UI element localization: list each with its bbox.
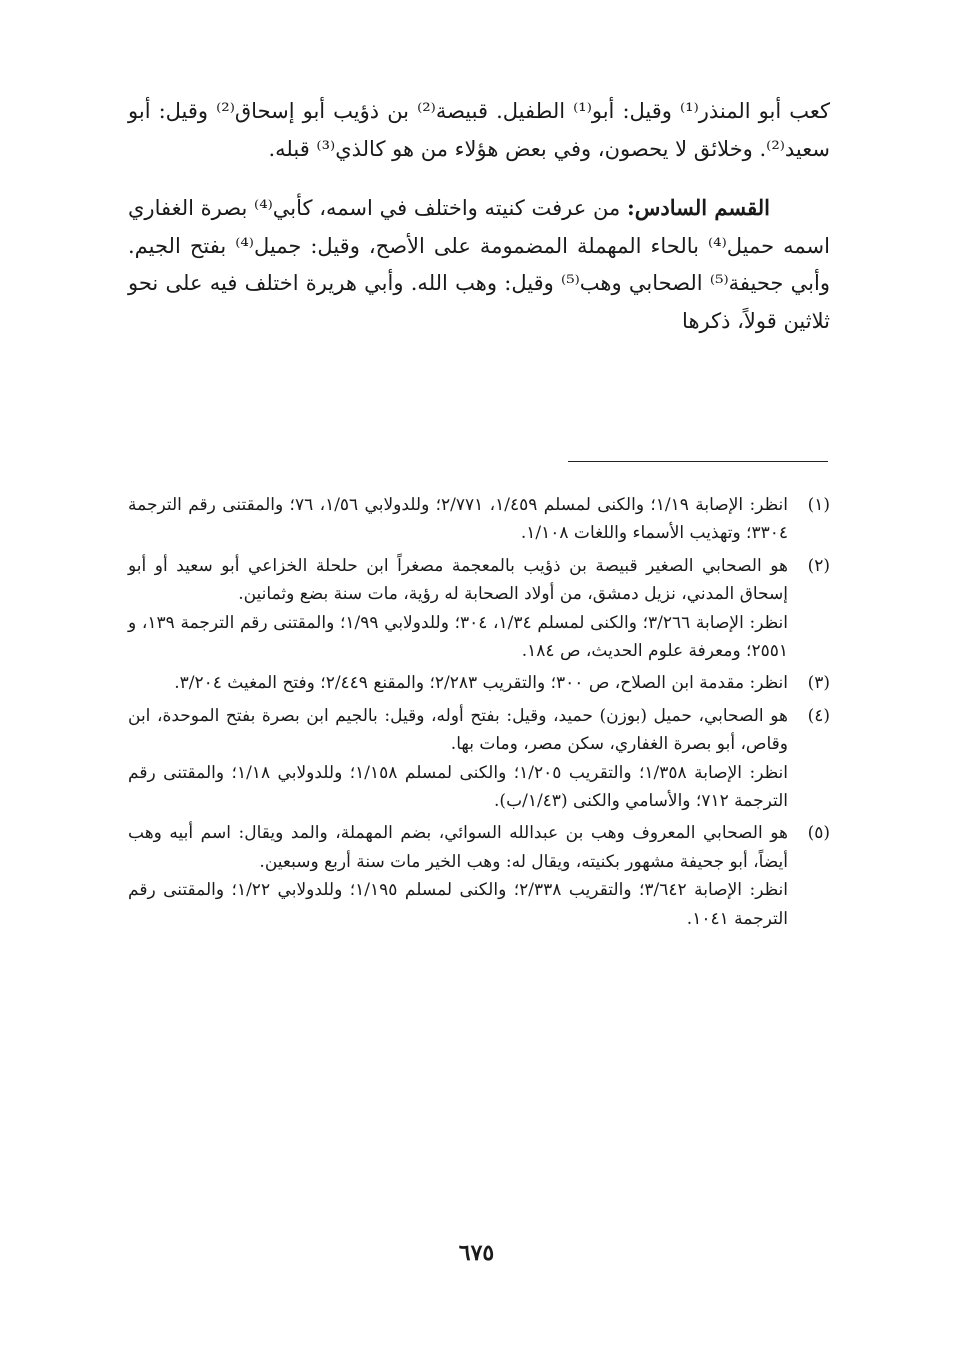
paragraph-2 <box>128 189 830 340</box>
main-text <box>128 93 830 340</box>
footnote-text: انظر: الإصابة ٣/٢٦٦؛ والكنى لمسلم ١/٣٤، ٣٠٤؛ وللدولابي ١/٩٩؛ والمقتنى رقم الترجمة ١٣٩، و ٢٥٥١؛ ومعرفة علوم الحديث، ص ١٨٤. <box>128 612 788 662</box>
footnote-3 <box>128 669 830 697</box>
footnote-text: هو الصحابي المعروف وهب بن عبدالله السوائي، بضم المهملة، والمد ويقال: اسم أبيه وهب أيضاً، أبو جحيفة مشهور بكنيته، ويقال له: وهب الخير مات سنة أربع وسبعين. <box>128 823 788 872</box>
footnote-number: (٢) <box>807 555 830 576</box>
footnote-4 <box>128 702 830 816</box>
footnote-1 <box>128 491 830 548</box>
page-number: ٦٧٥ <box>458 1240 495 1266</box>
footnote-text: انظر: الإصابة ٣/٦٤٢؛ والتقريب ٢/٣٣٨؛ والكنى لمسلم ١/١٩٥؛ وللدولابي ١/٢٢؛ والمقتنى رقم الترجمة ١٠٤١. <box>128 880 788 929</box>
footnote-5 <box>128 819 830 933</box>
footnote-number: (١) <box>807 495 830 515</box>
footnote-number: (٤) <box>807 705 830 726</box>
paragraph-1: كعب أبو المنذر⁽¹⁾ وقيل: أبو⁽¹⁾ الطفيل. قبيصة⁽²⁾ بن ذؤيب أبو إسحاق⁽²⁾ وقيل: أبو سعيد⁽²⁾. وخلائق لا يحصون، وفي بعض هؤلاء من هو كالذي⁽³⁾ قبله. <box>128 99 830 161</box>
footnote-text: هو الصحابي الصغير قبيصة بن ذؤيب بالمعجمة مصغراً ابن حلحلة الخزاعي أبو سعيد أو أبو إسحاق المدني، نزيل دمشق، من أولاد الصحابة له رؤية، مات سنة بضع وثمانين. <box>128 555 788 605</box>
footnote-text: انظر: الإصابة ١/١٩؛ والكنى لمسلم ١/٤٥٩، ٢/٧٧١؛ وللدولابي ١/٥٦، ٧٦؛ والمقتنى رقم الترجمة ٣٣٠٤؛ وتهذيب الأسماء واللغات ١/١٠٨. <box>128 495 789 544</box>
footnote-separator <box>568 461 828 462</box>
footnote-number: (٥) <box>807 823 830 844</box>
footnote-2 <box>128 552 830 666</box>
section-heading: القسم السادس: <box>626 195 770 220</box>
footnote-text: انظر: مقدمة ابن الصلاح، ص ٣٠٠؛ والتقريب ٢/٢٨٣؛ والمقنع ٢/٤٤٩؛ وفتح المغيث ٣/٢٠٤. <box>174 673 788 694</box>
footnote-number: (٣) <box>807 673 830 694</box>
footnote-text: هو الصحابي، حميل (بوزن) حميد، وقيل: بفتح أوله، وقيل: بالجيم ابن بصرة بفتح الموحدة، ابن وقاص، أبو بصرة الغفاري، سكن مصر، ومات بها. <box>128 705 788 755</box>
footnote-text: انظر: الإصابة ١/٣٥٨؛ والتقريب ١/٢٠٥؛ والكنى لمسلم ١/١٥٨؛ وللدولابي ١/١٨؛ والمقتنى رقم الترجمة ٧١٢؛ والأسامي والكنى (١/٤٣/ب). <box>128 762 788 812</box>
footnotes <box>128 491 830 937</box>
paragraph-2-text: من عرفت كنيته واختلف في اسمه، كأبي⁽⁴⁾ بصرة الغفاري اسمه حميل⁽⁴⁾ بالحاء المهملة المضمومة على الأصح، وقيل: جميل⁽⁴⁾ بفتح الجيم. وأبي جحيفة⁽⁵⁾ الصحابي وهب⁽⁵⁾ وقيل: وهب الله. وأبي هريرة اختلف فيه على نحو ثلاثين قولاً، ذكرها <box>128 196 830 333</box>
